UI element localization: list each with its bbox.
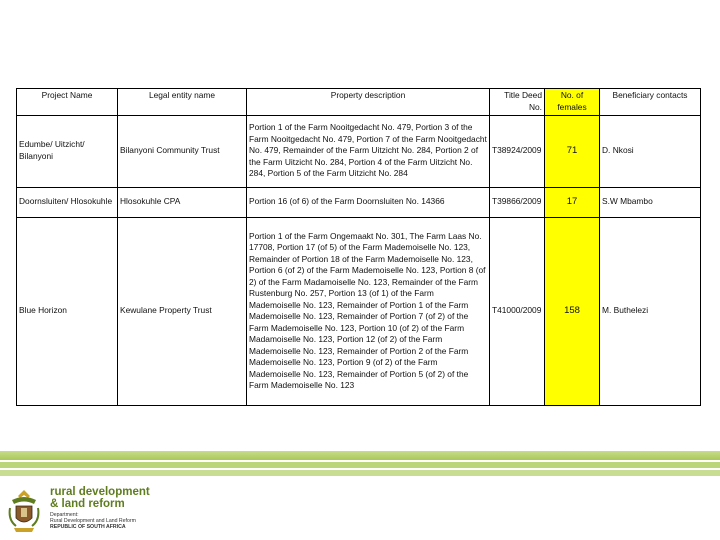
- table-row: [17, 187, 701, 217]
- cell-project-name: Edumbe/ Uitzicht/ Bilanyoni: [17, 115, 118, 187]
- cell-legal-entity: Kewulane Property Trust: [118, 217, 247, 405]
- brand-line-1: rural development: [50, 486, 150, 498]
- header-females: No. of females: [545, 89, 600, 116]
- department-brand: [50, 486, 150, 510]
- brand-line-2: & land reform: [50, 498, 125, 510]
- dept-line-1: Department:: [50, 512, 79, 518]
- cell-property-description: Portion 1 of the Farm Nooitgedacht No. 479, Portion 3 of the Farm Nooitgedacht No. 479, Portion 7 of the Farm Nooitgedacht No. 479, Remainder of the Farm Uitzicht No. 284, Portion 2 of the Farm Uitzicht No. 284, Portion 4 of the Farm Uitzicht No. 284, Portion 5 of the Farm Uitzicht No. 284: [247, 115, 490, 187]
- table-header-row: [17, 89, 701, 116]
- cell-beneficiary-contacts: D. Nkosi: [600, 115, 701, 187]
- cell-beneficiary-contacts: M. Buthelezi: [600, 217, 701, 405]
- cell-title-deed: T39866/2009: [490, 187, 545, 217]
- coat-of-arms-icon: [4, 486, 44, 538]
- dept-line-2: Rural Development and Land Reform: [50, 517, 136, 524]
- footer-band-middle: [0, 462, 720, 468]
- footer-band-bottom: [0, 470, 720, 476]
- table-row: [17, 115, 701, 187]
- dept-line-3: REPUBLIC OF SOUTH AFRICA: [50, 523, 126, 530]
- cell-project-name: Doornsluiten/ Hlosokuhle: [17, 187, 118, 217]
- cell-females: 17: [545, 187, 600, 217]
- department-logo: [4, 486, 204, 538]
- cell-beneficiary-contacts: S.W Mbambo: [600, 187, 701, 217]
- header-beneficiary-contacts: Beneficiary contacts: [600, 89, 701, 116]
- header-project-name: Project Name: [17, 89, 118, 116]
- cell-title-deed: T38924/2009: [490, 115, 545, 187]
- table-row: [17, 217, 701, 405]
- cell-property-description: Portion 16 (of 6) of the Farm Doornsluiten No. 14366: [247, 187, 490, 217]
- header-title-deed: Title Deed No.: [490, 89, 545, 116]
- cell-females: 71: [545, 115, 600, 187]
- header-legal-entity: Legal entity name: [118, 89, 247, 116]
- cell-project-name: Blue Horizon: [17, 217, 118, 405]
- department-name: [50, 513, 136, 530]
- cell-title-deed: T41000/2009: [490, 217, 545, 405]
- cell-property-description: Portion 1 of the Farm Ongemaakt No. 301, The Farm Laas No. 17708, Portion 17 (of 5) of the Farm Mademoiselle No. 123, Remainder of Portion 18 of the Farm Mademoiselle No. 123, Portion 6 (of 2) of the Farm Mademoiselle No. 123, Portion 8 (of 2) of the Farm Madamoiselle No. 123, Remainder of the Farm Rustenburg No. 257, Portion 13 (of 1) of the Farm Mademoiselle No. 123, Remainder of Portion 1 of the Farm Mademoiselle No. 123, Remainder of Portion 7 (of 2) of the Farm Mademoiselle No. 123, Portion 10 (of 2) of the Farm Madamoiselle No. 123, Portion 12 (of 2) of the Farm Mademoiselle No. 123, Remainder of Portion 2 of the Farm Mademoiselle No. 123, Portion 9 (of 2) of the Farm Mademoiselle No. 123, Remainder of Portion 5 (of 2) of the Farm Mademoiselle No. 123: [247, 217, 490, 405]
- cell-legal-entity: Hlosokuhle CPA: [118, 187, 247, 217]
- header-property-description: Property description: [247, 89, 490, 116]
- footer-band-top: [0, 451, 720, 460]
- cell-females: 158: [545, 217, 600, 405]
- project-table: [16, 88, 701, 406]
- cell-legal-entity: Bilanyoni Community Trust: [118, 115, 247, 187]
